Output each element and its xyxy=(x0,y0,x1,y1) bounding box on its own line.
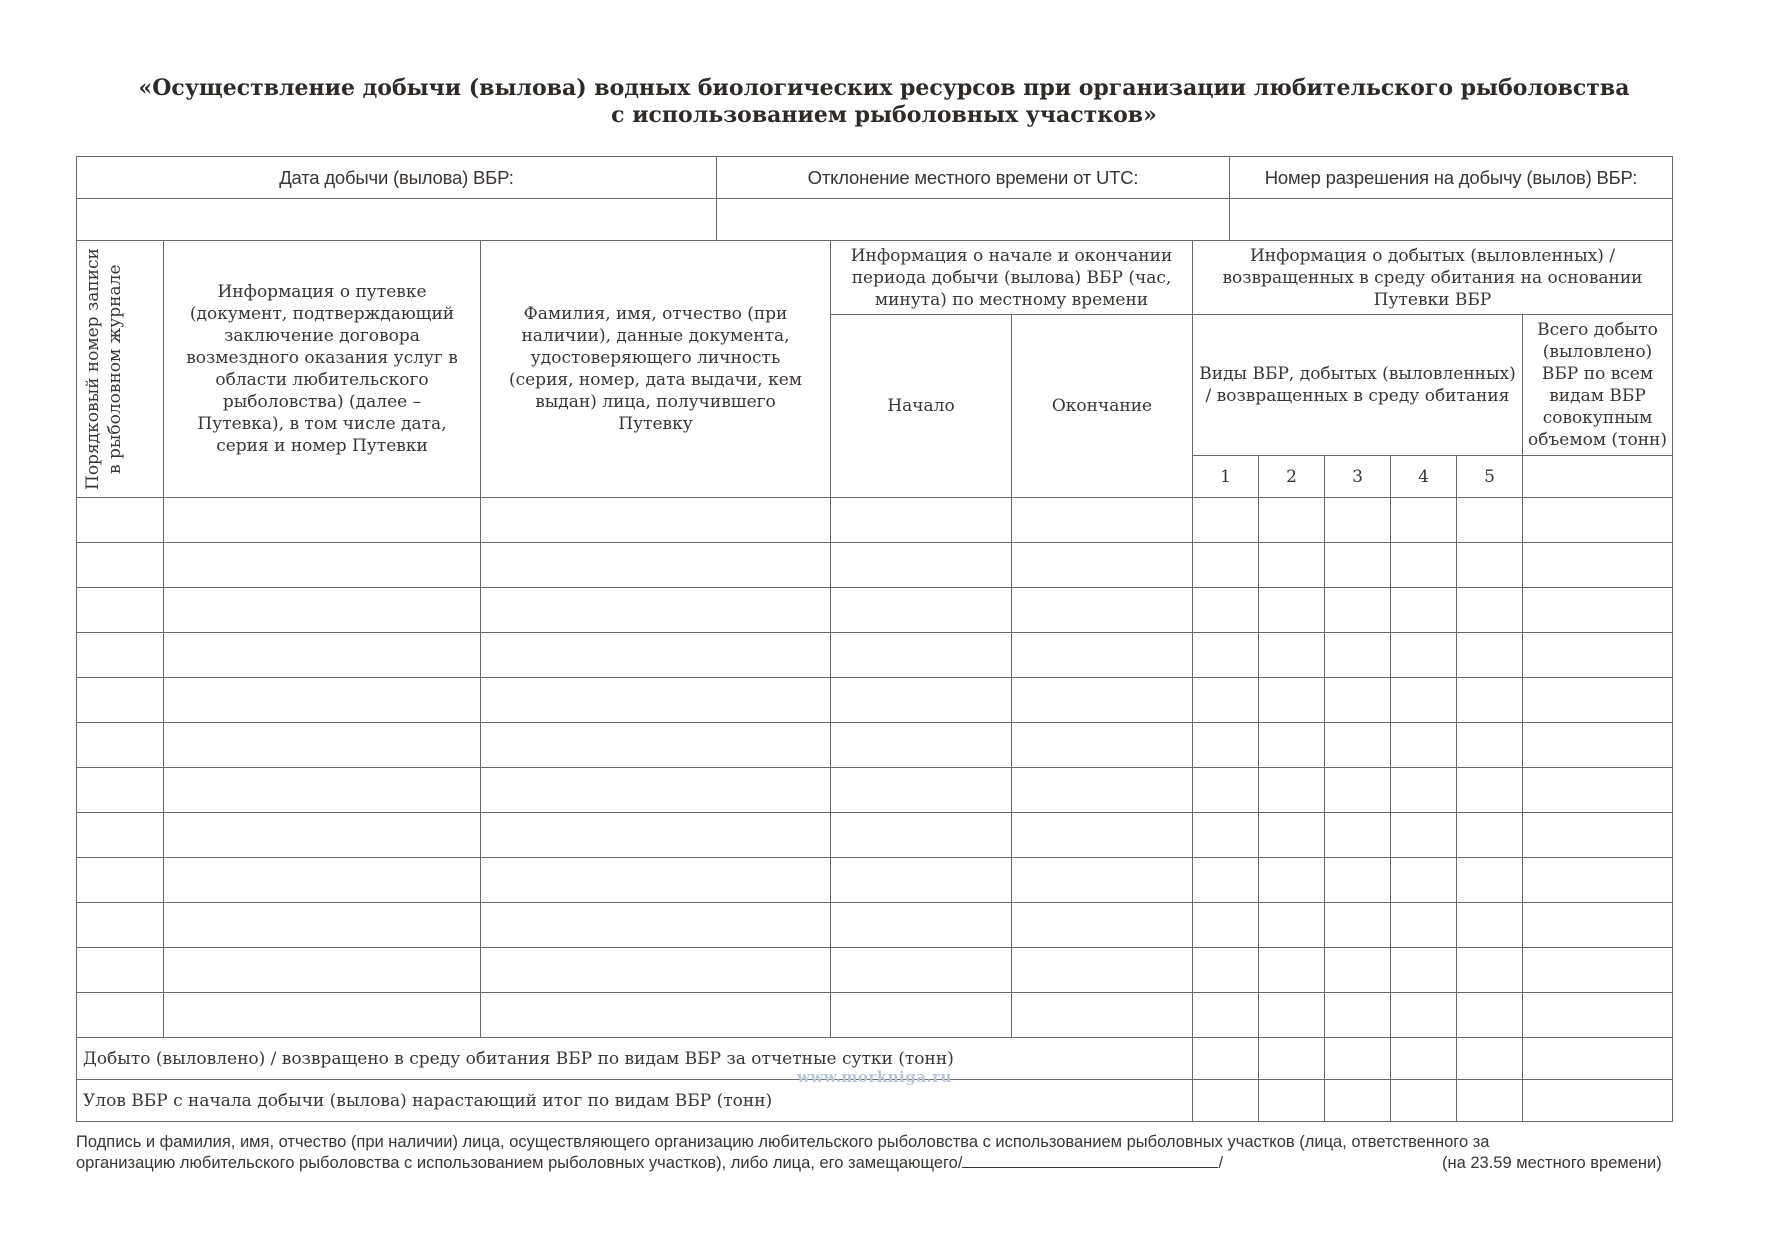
table-cell[interactable] xyxy=(1011,947,1193,993)
daily-summary-cell[interactable] xyxy=(1456,1037,1523,1080)
table-cell[interactable] xyxy=(1522,947,1673,993)
table-cell[interactable] xyxy=(1522,722,1673,768)
table-cell[interactable] xyxy=(1324,992,1391,1038)
table-cell[interactable] xyxy=(1324,812,1391,858)
permit-number-input[interactable] xyxy=(1229,198,1673,241)
table-cell[interactable] xyxy=(1324,857,1391,903)
table-cell[interactable] xyxy=(1522,992,1673,1038)
table-cell[interactable] xyxy=(830,632,1012,678)
species-number-header: 3 xyxy=(1324,455,1391,498)
period-start-header: Начало xyxy=(830,314,1012,498)
table-cell[interactable] xyxy=(1258,677,1325,723)
table-cell[interactable] xyxy=(76,767,164,813)
table-cell[interactable] xyxy=(1324,632,1391,678)
table-cell[interactable] xyxy=(1192,632,1259,678)
daily-summary-cell[interactable] xyxy=(1390,1037,1457,1080)
table-cell[interactable] xyxy=(830,497,1012,543)
table-cell[interactable] xyxy=(1258,812,1325,858)
table-cell[interactable] xyxy=(1011,992,1193,1038)
table-cell[interactable] xyxy=(830,722,1012,768)
cumulative-summary-cell[interactable] xyxy=(1456,1079,1523,1122)
table-cell[interactable] xyxy=(1324,677,1391,723)
table-cell[interactable] xyxy=(1522,497,1673,543)
table-cell[interactable] xyxy=(480,722,831,768)
table-cell[interactable] xyxy=(1011,812,1193,858)
date-input[interactable] xyxy=(76,198,717,241)
table-cell[interactable] xyxy=(1390,632,1457,678)
table-cell[interactable] xyxy=(1258,992,1325,1038)
cumulative-summary-cell[interactable] xyxy=(1258,1079,1325,1122)
table-cell[interactable] xyxy=(1522,767,1673,813)
table-cell[interactable] xyxy=(163,722,481,768)
table-cell[interactable] xyxy=(1390,857,1457,903)
table-cell[interactable] xyxy=(1192,722,1259,768)
table-cell[interactable] xyxy=(1522,542,1673,588)
cumulative-summary-cell[interactable] xyxy=(1522,1079,1673,1122)
table-cell[interactable] xyxy=(480,632,831,678)
permit-number-label: Номер разрешения на добычу (вылов) ВБР: xyxy=(1229,156,1673,199)
table-cell[interactable] xyxy=(480,767,831,813)
voucher-info-header: Информация о путевке (документ, подтверждающий заключение договора возмездного оказания услуг в области любительского рыболовства) (далее – Путевка), в том числе дата, серия и номер Путевки xyxy=(163,240,481,498)
table-cell[interactable] xyxy=(76,812,164,858)
table-cell[interactable] xyxy=(1456,542,1523,588)
table-cell[interactable] xyxy=(830,677,1012,723)
table-cell[interactable] xyxy=(1324,902,1391,948)
table-cell[interactable] xyxy=(163,947,481,993)
signature-line[interactable] xyxy=(962,1153,1218,1168)
utc-offset-label: Отклонение местного времени от UTC: xyxy=(716,156,1230,199)
table-cell[interactable] xyxy=(1390,542,1457,588)
document-title-line1: «Осуществление добычи (вылова) водных биологических ресурсов при организации любительского рыболовства xyxy=(138,75,1630,101)
footer-line2-suffix: / xyxy=(1218,1154,1224,1172)
table-cell[interactable] xyxy=(76,677,164,723)
table-cell[interactable] xyxy=(1522,632,1673,678)
entry-number-header xyxy=(76,240,164,498)
table-cell[interactable] xyxy=(1258,632,1325,678)
table-cell[interactable] xyxy=(830,587,1012,633)
daily-summary-label: Добыто (выловлено) / возвращено в среду обитания ВБР по видам ВБР за отчетные сутки (тонн) xyxy=(76,1037,1193,1080)
table-cell[interactable] xyxy=(1390,812,1457,858)
table-cell[interactable] xyxy=(163,992,481,1038)
table-cell[interactable] xyxy=(1390,767,1457,813)
table-cell[interactable] xyxy=(163,542,481,588)
table-cell[interactable] xyxy=(1522,812,1673,858)
table-cell[interactable] xyxy=(1324,947,1391,993)
period-end-header: Окончание xyxy=(1011,314,1193,498)
table-cell[interactable] xyxy=(1192,677,1259,723)
table-cell[interactable] xyxy=(163,497,481,543)
table-cell[interactable] xyxy=(1258,857,1325,903)
footer-line1: Подпись и фамилия, имя, отчество (при наличии) лица, осуществляющего организацию любительского рыболовства с использованием рыболовных участков (лица, ответственного за xyxy=(76,1133,1490,1151)
table-cell[interactable] xyxy=(163,812,481,858)
table-cell[interactable] xyxy=(1456,992,1523,1038)
catch-group-header: Информация о добытых (выловленных) / возвращенных в среду обитания на основании Путевки ВБР xyxy=(1192,240,1673,315)
table-cell[interactable] xyxy=(76,497,164,543)
daily-summary-cell[interactable] xyxy=(1192,1037,1259,1080)
cumulative-summary-cell[interactable] xyxy=(1324,1079,1391,1122)
table-cell[interactable] xyxy=(1192,902,1259,948)
table-cell[interactable] xyxy=(1258,722,1325,768)
table-cell[interactable] xyxy=(1456,947,1523,993)
table-cell[interactable] xyxy=(480,542,831,588)
table-cell[interactable] xyxy=(1011,857,1193,903)
table-cell[interactable] xyxy=(1192,812,1259,858)
table-cell[interactable] xyxy=(76,722,164,768)
table-cell[interactable] xyxy=(1522,677,1673,723)
table-cell[interactable] xyxy=(1011,677,1193,723)
table-cell[interactable] xyxy=(1011,767,1193,813)
table-cell[interactable] xyxy=(1390,677,1457,723)
table-cell[interactable] xyxy=(1456,497,1523,543)
table-cell[interactable] xyxy=(830,857,1012,903)
table-cell[interactable] xyxy=(1011,497,1193,543)
table-cell[interactable] xyxy=(163,767,481,813)
table-cell[interactable] xyxy=(480,857,831,903)
daily-summary-cell[interactable] xyxy=(1258,1037,1325,1080)
table-cell[interactable] xyxy=(76,902,164,948)
species-group-header: Виды ВБР, добытых (выловленных) / возвращенных в среду обитания xyxy=(1192,314,1523,456)
table-cell[interactable] xyxy=(480,587,831,633)
table-cell[interactable] xyxy=(1258,767,1325,813)
utc-offset-input[interactable] xyxy=(716,198,1230,241)
table-cell[interactable] xyxy=(1456,902,1523,948)
table-cell[interactable] xyxy=(1192,767,1259,813)
total-header: Всего добыто (выловлено) ВБР по всем видам ВБР совокупным объемом (тонн) xyxy=(1522,314,1673,456)
table-cell[interactable] xyxy=(1456,857,1523,903)
cumulative-summary-cell[interactable] xyxy=(1192,1079,1259,1122)
table-cell[interactable] xyxy=(1456,812,1523,858)
species-number-header: 1 xyxy=(1192,455,1259,498)
table-cell[interactable] xyxy=(480,992,831,1038)
table-cell[interactable] xyxy=(76,992,164,1038)
table-cell[interactable] xyxy=(1390,722,1457,768)
person-info-header: Фамилия, имя, отчество (при наличии), данные документа, удостоверяющего личность (серия, номер, дата выдачи, кем выдан) лица, получившего Путевку xyxy=(480,240,831,498)
table-cell[interactable] xyxy=(163,902,481,948)
date-label: Дата добычи (вылова) ВБР: xyxy=(76,156,717,199)
table-cell[interactable] xyxy=(1456,632,1523,678)
period-group-header: Информация о начале и окончании периода добычи (вылова) ВБР (час, минута) по местному времени xyxy=(830,240,1193,315)
table-cell[interactable] xyxy=(1258,542,1325,588)
table-cell[interactable] xyxy=(1390,902,1457,948)
table-cell[interactable] xyxy=(1324,767,1391,813)
table-cell[interactable] xyxy=(1324,722,1391,768)
entry-number-header-text: Порядковый номер записи в рыболовном журнале xyxy=(83,248,125,490)
table-cell[interactable] xyxy=(76,632,164,678)
table-cell[interactable] xyxy=(1522,902,1673,948)
table-cell[interactable] xyxy=(1390,497,1457,543)
cumulative-summary-label: Улов ВБР с начала добычи (вылова) нарастающий итог по видам ВБР (тонн) xyxy=(76,1079,1193,1122)
table-cell[interactable] xyxy=(76,947,164,993)
table-cell[interactable] xyxy=(163,857,481,903)
table-cell[interactable] xyxy=(1258,902,1325,948)
table-cell[interactable] xyxy=(76,542,164,588)
table-cell[interactable] xyxy=(1192,947,1259,993)
table-cell[interactable] xyxy=(1324,587,1391,633)
species-number-header: 2 xyxy=(1258,455,1325,498)
table-cell[interactable] xyxy=(1390,587,1457,633)
table-cell[interactable] xyxy=(1522,587,1673,633)
table-cell[interactable] xyxy=(830,812,1012,858)
document-title-line2: с использованием рыболовных участков» xyxy=(611,102,1157,128)
table-cell[interactable] xyxy=(1390,992,1457,1038)
time-note: (на 23.59 местного времени) xyxy=(1442,1154,1662,1172)
table-cell[interactable] xyxy=(480,812,831,858)
watermark: www.morkniga.ru xyxy=(797,1068,952,1086)
footer-line2 xyxy=(76,1153,1676,1174)
cumulative-summary-cell[interactable] xyxy=(1390,1079,1457,1122)
table-cell[interactable] xyxy=(1192,857,1259,903)
table-cell[interactable] xyxy=(1456,767,1523,813)
table-cell[interactable] xyxy=(163,632,481,678)
table-cell[interactable] xyxy=(163,587,481,633)
table-cell[interactable] xyxy=(1324,542,1391,588)
table-cell[interactable] xyxy=(76,857,164,903)
table-cell[interactable] xyxy=(1324,497,1391,543)
table-cell[interactable] xyxy=(1011,722,1193,768)
table-cell[interactable] xyxy=(830,902,1012,948)
daily-summary-cell[interactable] xyxy=(1522,1037,1673,1080)
table-cell[interactable] xyxy=(830,992,1012,1038)
table-cell[interactable] xyxy=(1456,587,1523,633)
table-cell[interactable] xyxy=(1192,992,1259,1038)
table-cell[interactable] xyxy=(1522,857,1673,903)
table-cell[interactable] xyxy=(830,947,1012,993)
table-cell[interactable] xyxy=(1258,587,1325,633)
table-cell[interactable] xyxy=(76,587,164,633)
table-cell[interactable] xyxy=(1456,722,1523,768)
table-cell[interactable] xyxy=(1011,542,1193,588)
species-number-header: 4 xyxy=(1390,455,1457,498)
table-cell[interactable] xyxy=(1456,677,1523,723)
table-cell[interactable] xyxy=(1258,497,1325,543)
table-cell[interactable] xyxy=(1011,632,1193,678)
table-cell[interactable] xyxy=(480,677,831,723)
table-cell[interactable] xyxy=(1390,947,1457,993)
table-cell[interactable] xyxy=(830,542,1012,588)
table-cell[interactable] xyxy=(830,767,1012,813)
table-cell[interactable] xyxy=(163,677,481,723)
table-cell[interactable] xyxy=(480,902,831,948)
footer-line2-prefix: организацию любительского рыболовства с использованием рыболовных участков), либо лица, его замещающего/ xyxy=(76,1154,963,1172)
table-cell[interactable] xyxy=(480,947,831,993)
daily-summary-cell[interactable] xyxy=(1324,1037,1391,1080)
table-cell[interactable] xyxy=(1192,542,1259,588)
table-cell[interactable] xyxy=(1192,587,1259,633)
species-number-header: 5 xyxy=(1456,455,1523,498)
table-cell[interactable] xyxy=(1011,902,1193,948)
table-cell[interactable] xyxy=(480,497,831,543)
total-number-cell xyxy=(1522,455,1673,498)
table-cell[interactable] xyxy=(1258,947,1325,993)
table-cell[interactable] xyxy=(1011,587,1193,633)
table-cell[interactable] xyxy=(1192,497,1259,543)
